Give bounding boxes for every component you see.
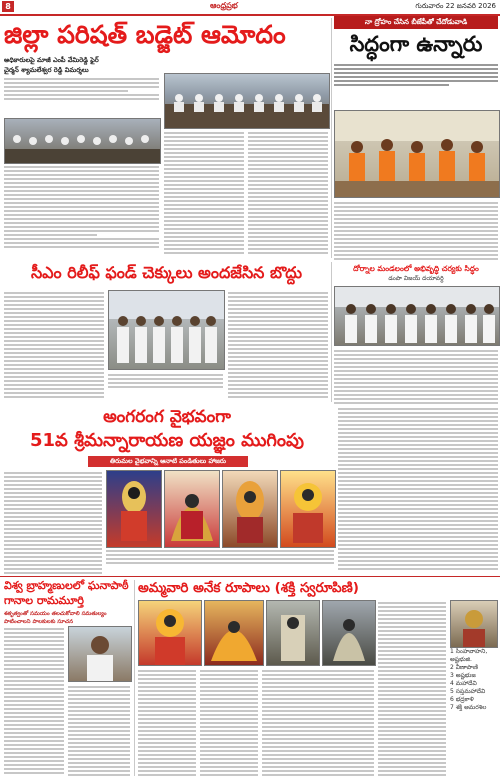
section-rule-bottom [0,576,500,577]
story-ramamurthy-headline: విశ్వ బ్రాహ్మణులలో ఘనాపాఠీ గానాల రామమూర్తి [4,579,129,607]
story-yagnam-body-1 [4,470,102,574]
ammavari-deity-photo-2-art [205,601,263,665]
ammavari-deity-photo-4 [322,600,376,666]
zp-meeting-photo-art [165,74,329,128]
zp-audience-photo-art [5,119,160,163]
story-dornala-body [334,348,498,404]
story-ready-kicker: నా ద్రోహం చేసిన బీజేపీతో చేదోడువాడి [334,16,498,29]
column-divider-top [331,18,332,258]
story-zp-headline: జిల్లా పరిషత్ బడ్జెట్ ఆమోదం [4,20,286,49]
ammavari-deity-photo-4-art [323,601,375,665]
story-yagnam [4,406,498,574]
story-zp-body-mid [164,130,244,255]
story-ramamurthy [4,578,132,778]
story-ammavari-body-3 [262,668,374,778]
story-zp-body-bottom [4,164,159,254]
ammavari-deity-photo-3-art [267,601,319,665]
cm-relief-photo [108,290,225,370]
story-yagnam-subhead: తిరుమల వైభవాన్ని ఆనాటి పండితులు హాజరు [88,456,248,467]
ammavari-deity-photo-1 [138,600,202,666]
story-ammavari-body-1 [138,668,196,778]
story-zp-body-left [4,76,159,116]
story-ramamurthy-body-2 [68,684,130,776]
story-ready-headline: సిద్ధంగా ఉన్నారు [349,32,483,56]
yagnam-deity-photo-4-art [281,471,335,547]
dateline: గురువారం 22 జనవరి 2026 [415,2,496,10]
story-ramamurthy-subhead: శతృత్వంతో సమయం తలచుకోవాలి సమతుల్యం పాటించాలని పాలకులకు సూచన [4,611,107,625]
story-dornala-kicker: దోర్నాల మండలంలో అభివృద్ధి చర్యకు సిద్ధం [353,264,479,273]
ramamurthy-portrait-art [69,627,131,681]
yagnam-deity-photo-2 [164,470,220,548]
masthead: ఆంధ్రప్రభ [210,1,238,10]
yagnam-deity-photo-3-art [223,471,277,547]
page-header-bar [0,0,500,16]
yagnam-deity-photo-1 [106,470,162,548]
story-cm-relief-body-3 [228,290,328,400]
story-zp-body-right [248,130,328,255]
story-zp-bullet-1: అధికారులపై మాజీ ఎంపీ వేమిరెడ్డి ఫైర్ [4,56,99,64]
story-zp-budget [4,18,329,258]
story-ready-lead [334,62,498,108]
zp-audience-photo [4,118,161,164]
story-cm-relief [4,262,329,402]
page-number: 8 [2,1,14,12]
column-divider-bottom [134,580,135,776]
ramamurthy-portrait [68,626,132,682]
ammavari-deity-photo-1-art [139,601,201,665]
story-ready [334,16,498,262]
yagnam-deity-photo-4 [280,470,336,548]
story-yagnam-headline-line1: అంగరంగ వైభవంగా [103,407,231,427]
ammavari-sidebar-item: 7 శక్తి అమరశిల [450,704,487,711]
story-ammavari-body-4 [378,600,446,778]
story-ready-body [334,200,498,262]
ammavari-deity-photo-2 [204,600,264,666]
story-ammavari-headline: అమ్మవారి అనేక రూపాలు (శక్తి స్వరూపిణి) [138,580,359,596]
yagnam-deity-photo-1-art [107,471,161,547]
ammavari-sidebar-item: 2 వీణాపాణి [450,664,478,671]
dornala-photo-art [335,287,499,345]
ready-press-photo-art [335,111,499,197]
dornala-photo [334,286,500,346]
ammavari-sidebar-item: 1 సింహవాహని, అష్టభుజి. [450,648,488,663]
ammavari-sidebar-photo [450,600,498,648]
story-yagnam-headline-line2: 51వ శ్రీమన్నారాయణ యజ్ఞం ముగింపు [29,430,305,451]
ammavari-sidebar [450,600,498,778]
story-ramamurthy-body-1 [4,626,64,776]
ready-press-photo [334,110,500,198]
story-ammavari [138,578,498,778]
ammavari-sidebar-item: 6 భద్రకాళి [450,696,474,703]
ammavari-deity-photo-3 [266,600,320,666]
story-cm-relief-headline: సీఎం రిలీఫ్ ఫండ్ చెక్కులు అందజేసిన బొద్దు [30,263,303,282]
column-divider-mid [331,262,332,402]
ammavari-sidebar-photo-art [451,601,497,647]
story-ammavari-body-2 [200,668,258,778]
story-yagnam-captions [106,548,334,574]
ammavari-sidebar-item: 4 మహాదేవి [450,680,477,687]
story-dornala-byline: డంపా విజయ్ దయావర్ధి [388,275,444,282]
cm-relief-photo-art [109,291,224,369]
story-zp-bullet-2: చైర్మన్ శ్యామలేశ్వర రెడ్డి విమర్శలు [4,66,89,74]
story-dornala [334,264,498,404]
story-cm-relief-body-2 [108,372,223,400]
ammavari-sidebar-item: 5 సప్తమహాదేవి [450,688,486,695]
zp-meeting-photo [164,73,330,129]
story-cm-relief-body-1 [4,290,104,400]
yagnam-deity-photo-3 [222,470,278,548]
story-yagnam-body-2 [338,406,498,574]
ammavari-sidebar-item: 3 అష్టభుజ [450,672,476,679]
yagnam-deity-photo-2-art [165,471,219,547]
